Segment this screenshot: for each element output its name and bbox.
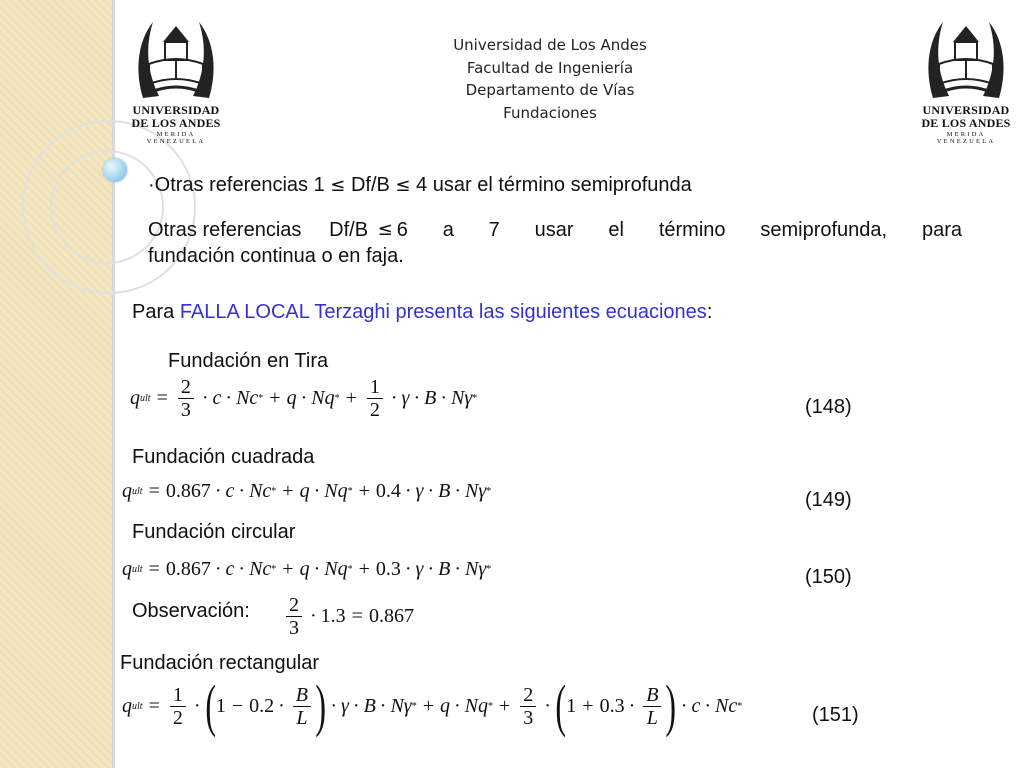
logo-name-line3: MERIDA VENEZUELA [146,131,206,145]
reference-line-1: ·Otras referencias 1 ≤ Df/B ≤ 4 usar el término semiprofunda [148,174,692,196]
equation-number-149: (149) [805,489,852,511]
logo-name-line2: DE LOS ANDES [921,116,1011,130]
equation-number-151: (151) [812,704,859,726]
bullet-dot-icon [103,158,127,182]
equation-149: q ult = 0.867 · c · Nc * + q · Nq * + 0.4 · γ · B · Nγ * [122,480,492,502]
label-observation: Observación: [132,600,250,622]
logo-name-line2: DE LOS ANDES [131,116,221,130]
left-decorative-band [0,0,112,768]
equation-150: q ult = 0.867 · c · Nc * + q · Nq * + 0.3 · γ · B · Nγ * [122,558,492,580]
header-course: Fundaciones [503,103,597,122]
crest-icon [133,12,219,104]
label-strip-foundation: Fundación en Tira [168,350,329,372]
label-square-foundation: Fundación cuadrada [132,446,315,468]
logo-name-line1: UNIVERSIDAD [922,103,1010,117]
reference-line-2: Otras referencias Df/B ≤ 6 a 7 usar el término semiprofunda, para fundación continua o en faja. [148,219,962,267]
header-university: Universidad de Los Andes [453,36,647,54]
logo-name-line1: UNIVERSIDAD [132,103,220,117]
logo-name-line3: MERIDA VENEZUELA [936,131,996,145]
label-rectangular-foundation: Fundación rectangular [120,652,320,674]
crest-icon [923,12,1009,104]
observation-equation: $\frac{2}{3}$ · 1.3 = 0.867 [282,594,414,639]
university-logo-right [918,12,1014,145]
label-circular-foundation: Fundación circular [132,521,296,543]
left-divider [112,0,115,768]
university-logo-left [128,12,224,145]
equation-number-150: (150) [805,566,852,588]
header-department: Departamento de Vías [465,81,635,99]
equation-number-148: (148) [805,396,852,418]
equation-148: q ult = $\frac{2}{3}$ · c · Nc * + q · Nq * + $\frac{1}{2}$ · γ · B · Nγ * [130,376,478,421]
intro-falla-local: Para FALLA LOCAL Terzaghi presenta las siguientes ecuaciones: [132,301,713,323]
page-header [350,34,750,124]
header-faculty: Facultad de Ingeniería [466,58,634,77]
equation-151: q ult = $\frac{1}{2}$ · ( 1 − 0.2 · $\frac{B}{L}$ ) · γ · B · Nγ * + q · Nq * + $\frac{2}{3}$ · ( 1 + 0.3 · $\frac{B}{L}$ ) · c · Nc * [122,673,743,738]
